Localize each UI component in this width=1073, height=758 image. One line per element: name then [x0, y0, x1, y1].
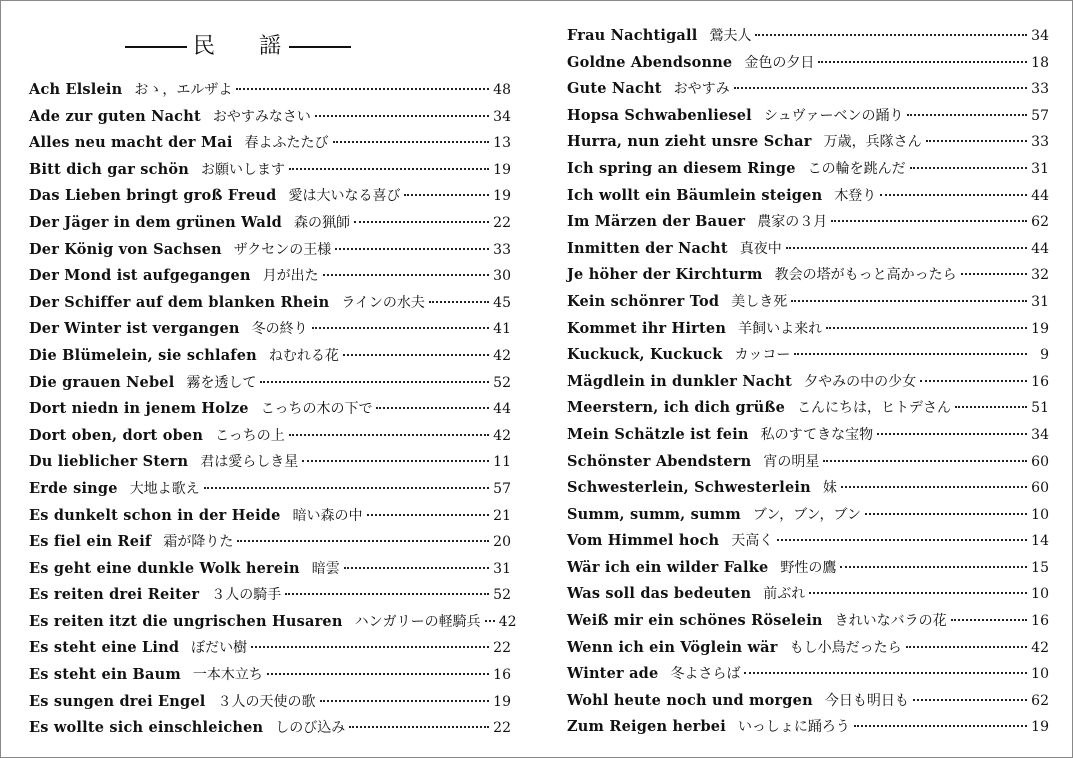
dot-leader [841, 486, 1027, 488]
song-title-german: Ich wollt ein Bäumlein steigen [567, 186, 823, 204]
page-number: 9 [1040, 347, 1049, 364]
dot-leader [343, 354, 489, 356]
song-title-japanese: 一本木立ち [192, 667, 263, 684]
song-entry [567, 449, 1049, 476]
song-title-german: Ade zur guten Nacht [29, 107, 201, 125]
song-title-german: Ich spring an diesem Ringe [567, 159, 796, 177]
song-title-japanese: この輪を跳んだ [807, 160, 906, 177]
song-title-german: Es sungen drei Engel [29, 692, 206, 710]
dot-leader [910, 167, 1027, 169]
page-number: 19 [493, 188, 511, 205]
song-entry [567, 395, 1049, 422]
dot-leader [777, 539, 1027, 541]
song-title-japanese: 万歳，兵隊さん [823, 134, 922, 151]
song-entry [567, 688, 1049, 715]
song-title-japanese: しのび込み [275, 720, 346, 737]
song-title-japanese: 冬よさらば [670, 666, 741, 683]
song-entry [29, 476, 511, 503]
dot-leader [289, 168, 489, 170]
dot-leader [367, 514, 489, 516]
song-title-german: Schönster Abendstern [567, 452, 752, 470]
song-entry [567, 262, 1049, 289]
heading-char-1: 民 [193, 34, 218, 59]
song-title-japanese: 春よふたたび [244, 135, 329, 152]
song-title-japanese: 前ぶれ [763, 586, 806, 603]
song-title-german: Kein schönrer Tod [567, 292, 720, 310]
dot-leader [289, 434, 489, 436]
page-number: 42 [493, 427, 511, 444]
song-entry [29, 370, 511, 397]
dot-leader [260, 381, 489, 383]
dot-leader [344, 567, 489, 569]
song-entry [567, 76, 1049, 103]
song-title-japanese: 大地よ歌え [129, 480, 200, 497]
song-entry [567, 528, 1049, 555]
page-number: 19 [1031, 320, 1049, 337]
song-entry [29, 290, 511, 317]
song-title-german: Der Schiffer auf dem blanken Rhein [29, 293, 330, 311]
song-title-german: Mein Schätzle ist fein [567, 425, 749, 443]
dot-leader [786, 247, 1027, 249]
song-entry [29, 316, 511, 343]
song-entry [29, 423, 511, 450]
dot-leader [312, 327, 489, 329]
page-number: 19 [493, 693, 511, 710]
song-title-japanese: おゝ，エルザよ [134, 82, 233, 98]
song-title-german: Der Winter ist vergangen [29, 320, 240, 338]
dot-leader [907, 114, 1027, 116]
song-title-german: Es wollte sich einschleichen [29, 719, 264, 737]
song-title-german: Meerstern, ich dich grüße [567, 399, 786, 417]
song-title-japanese: 野性の鷹 [780, 559, 837, 576]
dot-leader [376, 407, 489, 409]
song-entry [29, 635, 511, 662]
dot-leader [926, 140, 1027, 142]
song-title-german: Je höher der Kirchturm [567, 266, 763, 284]
song-entry [29, 396, 511, 423]
song-entry [567, 635, 1049, 662]
song-title-german: Der König von Sachsen [29, 240, 222, 258]
song-entry [29, 183, 511, 210]
song-title-japanese: 森の猟師 [294, 214, 350, 231]
dot-leader [755, 34, 1027, 36]
song-title-german: Winter ade [567, 665, 659, 683]
song-title-german: Dort niedn in jenem Holze [29, 400, 249, 418]
song-entry [29, 556, 511, 583]
page-number: 42 [493, 347, 511, 364]
song-title-german: Bitt dich gar schön [29, 160, 190, 178]
song-title-german: Es reiten itzt die ungrischen Husaren [29, 612, 343, 630]
song-entry [29, 237, 511, 264]
song-entry [29, 609, 517, 636]
page-number: 18 [1031, 54, 1049, 71]
song-title-japanese: 君は愛らしき星 [200, 454, 299, 471]
song-title-japanese: 愛は大いなる喜び [288, 188, 401, 205]
song-entry [567, 183, 1049, 210]
song-title-german: Es reiten drei Reiter [29, 586, 200, 604]
song-title-german: Kommet ihr Hirten [567, 319, 727, 337]
song-title-german: Zum Reigen herbei [567, 718, 726, 736]
page-number: 14 [1031, 533, 1049, 550]
page-number: 57 [493, 480, 511, 497]
song-title-japanese: ブン，ブン，ブン [752, 506, 861, 523]
song-title-japanese: お願いします [201, 161, 286, 178]
dot-leader [961, 273, 1027, 275]
song-title-japanese: 夕やみの中の少女 [804, 373, 917, 390]
page-number: 60 [1031, 453, 1049, 470]
song-title-german: Frau Nachtigall [567, 27, 698, 44]
page-number: 42 [498, 613, 517, 630]
dot-leader [349, 726, 489, 728]
song-title-german: Summ, summ, summ [567, 505, 741, 523]
page-number: 48 [493, 82, 511, 98]
song-entry [29, 689, 511, 716]
song-entry [29, 582, 511, 609]
dot-leader [877, 433, 1027, 435]
dot-leader [913, 699, 1027, 701]
page-number: 51 [1031, 400, 1049, 417]
dot-leader [236, 88, 489, 90]
song-title-japanese: 真夜中 [739, 240, 782, 257]
song-entry [29, 715, 511, 742]
dot-leader [302, 460, 489, 462]
dot-leader [791, 300, 1027, 302]
dot-leader [865, 513, 1027, 515]
page-number: 52 [493, 374, 511, 391]
dot-leader [335, 248, 489, 250]
page-number: 33 [1031, 81, 1049, 98]
page-number: 42 [1031, 639, 1049, 656]
page-number: 44 [1031, 240, 1049, 257]
dot-leader [251, 646, 489, 648]
song-entry [29, 77, 511, 104]
song-entry [567, 236, 1049, 263]
song-title-german: Das Lieben bringt groß Freud [29, 187, 277, 205]
heading-dash-right [289, 46, 351, 48]
song-title-japanese: 木登り [834, 187, 877, 204]
song-title-japanese: ３人の天使の歌 [217, 693, 316, 710]
dot-leader [831, 220, 1027, 222]
page-number: 44 [1031, 187, 1049, 204]
page-number: 32 [1031, 267, 1049, 284]
dot-leader [315, 115, 489, 117]
song-title-german: Es steht ein Baum [29, 666, 181, 684]
song-title-german: Wohl heute noch und morgen [567, 691, 813, 709]
song-title-german: Erde singe [29, 479, 118, 497]
song-entry [29, 343, 511, 370]
song-title-german: Hopsa Schwabenliesel [567, 106, 752, 124]
song-title-japanese: 鶯夫人 [709, 28, 752, 44]
dot-leader [823, 460, 1027, 462]
song-title-japanese: 霜が降りた [163, 534, 234, 551]
page-number: 34 [493, 108, 511, 125]
dot-leader [485, 620, 495, 622]
song-entry [567, 475, 1049, 502]
song-entry [29, 662, 511, 689]
song-title-german: Gute Nacht [567, 80, 662, 98]
page-number: 34 [1031, 426, 1049, 443]
dot-leader [840, 566, 1027, 568]
song-title-german: Es geht eine dunkle Wolk herein [29, 559, 300, 577]
song-entry [567, 422, 1049, 449]
song-title-german: Goldne Abendsonne [567, 53, 733, 71]
song-entry [567, 581, 1049, 608]
song-title-japanese: 私のすてきな宝物 [760, 426, 874, 443]
song-title-japanese: こっちの木の下で [260, 401, 373, 418]
song-title-japanese: 羊飼いよ来れ [738, 320, 823, 337]
song-title-japanese: ぼだい樹 [191, 640, 248, 657]
page-number: 19 [493, 161, 511, 178]
page-number: 10 [1031, 586, 1049, 603]
dot-leader [333, 141, 489, 143]
song-title-german: Der Jäger in dem grünen Wald [29, 213, 282, 231]
song-entry [567, 209, 1049, 236]
song-title-japanese: おやすみ [673, 81, 730, 98]
page-number: 34 [1031, 28, 1049, 44]
song-title-german: Hurra, nun zieht unsre Schar [567, 133, 812, 151]
dot-leader [818, 61, 1027, 63]
song-title-japanese: 金色の夕日 [744, 54, 815, 71]
song-title-german: Vom Himmel hoch [567, 532, 720, 550]
song-title-german: Die grauen Nebel [29, 373, 175, 391]
dot-leader [854, 725, 1027, 727]
song-title-german: Was soll das bedeuten [567, 585, 752, 603]
song-entry [567, 129, 1049, 156]
dot-leader [354, 221, 489, 223]
page-number: 19 [1031, 719, 1049, 736]
song-title-japanese: 霧を透して [186, 374, 257, 391]
dot-leader [404, 194, 489, 196]
page-number: 62 [1031, 692, 1049, 709]
dot-leader [429, 301, 489, 303]
page-number: 16 [1031, 373, 1049, 390]
song-title-japanese: きれいなバラの花 [834, 613, 947, 630]
song-title-german: Der Mond ist aufgegangen [29, 267, 251, 285]
song-title-japanese: 暗雲 [311, 560, 340, 577]
dot-leader [951, 619, 1027, 621]
song-title-german: Es steht eine Lind [29, 639, 180, 657]
song-title-japanese: カッコー [734, 347, 791, 364]
song-entry [567, 316, 1049, 343]
song-title-japanese: 天高く [731, 533, 774, 550]
song-entry [567, 289, 1049, 316]
dot-leader [744, 672, 1027, 674]
song-entry [567, 369, 1049, 396]
song-title-japanese: おやすみなさい [212, 108, 311, 125]
song-title-japanese: 冬の終り [251, 321, 308, 338]
page-number: 10 [1031, 506, 1049, 523]
song-title-japanese: こんにちは，ヒトデさん [797, 400, 952, 417]
song-entry [567, 156, 1049, 183]
dot-leader [809, 592, 1027, 594]
song-title-german: Es dunkelt schon in der Heide [29, 506, 281, 524]
song-entry [29, 104, 511, 131]
page-number: 13 [493, 135, 511, 152]
song-entry [567, 608, 1049, 635]
song-title-japanese: 妹 [822, 480, 837, 497]
dot-leader [880, 194, 1027, 196]
song-title-japanese: 今日も明日も [824, 692, 909, 709]
song-title-japanese: 暗い森の中 [292, 507, 363, 524]
dot-leader [734, 87, 1027, 89]
page-number: 31 [1031, 160, 1049, 177]
dot-leader [285, 593, 489, 595]
dot-leader [955, 406, 1027, 408]
song-entry [567, 502, 1049, 529]
song-title-german: Du lieblicher Stern [29, 453, 189, 471]
song-entry [567, 714, 1049, 741]
page-number: 41 [493, 321, 511, 338]
song-title-german: Inmitten der Nacht [567, 239, 728, 257]
song-title-japanese: こっちの上 [215, 427, 285, 444]
song-title-german: Mägdlein in dunkler Nacht [567, 372, 793, 390]
page-number: 22 [493, 640, 511, 657]
song-title-japanese: 月が出た [262, 268, 319, 285]
song-title-german: Es fiel ein Reif [29, 533, 152, 551]
left-song-list [29, 77, 517, 742]
song-title-japanese: いっしょに踊ろう [737, 719, 850, 736]
dot-leader [320, 700, 490, 702]
page-number: 22 [493, 720, 511, 737]
song-entry [29, 263, 511, 290]
heading-dash-left [125, 46, 187, 48]
song-title-german: Kuckuck, Kuckuck [567, 346, 723, 364]
page-number: 33 [1031, 134, 1049, 151]
song-title-german: Im Märzen der Bauer [567, 213, 746, 231]
page-number: 21 [493, 507, 511, 524]
song-title-german: Schwesterlein, Schwesterlein [567, 479, 811, 497]
dot-leader [794, 353, 1027, 355]
page-number: 16 [1031, 613, 1049, 630]
page-number: 22 [493, 214, 511, 231]
song-entry [29, 503, 511, 530]
dot-leader [906, 646, 1027, 648]
song-title-japanese: 美しき死 [731, 293, 788, 310]
song-entry [567, 555, 1049, 582]
page-number: 52 [493, 587, 511, 604]
page-number: 16 [493, 667, 511, 684]
song-entry [29, 157, 511, 184]
dot-leader [826, 327, 1027, 329]
page-number: 15 [1031, 559, 1049, 576]
dot-leader [323, 274, 489, 276]
song-title-japanese: 宵の明星 [763, 453, 820, 470]
song-entry [567, 661, 1049, 688]
song-title-japanese: ３人の騎手 [211, 587, 282, 604]
song-title-german: Die Blümelein, sie schlafen [29, 346, 257, 364]
dot-leader [920, 380, 1027, 382]
song-title-german: Weiß mir ein schönes Röselein [567, 612, 823, 630]
page-number: 33 [493, 241, 511, 258]
song-title-japanese: ザクセンの王様 [233, 241, 332, 258]
song-title-japanese: ラインの水夫 [341, 294, 425, 311]
page-number: 60 [1031, 480, 1049, 497]
song-title-german: Alles neu macht der Mai [29, 134, 233, 152]
dot-leader [204, 487, 489, 489]
song-title-japanese: 教会の塔がもっと高かったら [774, 267, 957, 284]
song-title-german: Wenn ich ein Vöglein wär [567, 638, 778, 656]
page-number: 31 [493, 560, 511, 577]
song-title-japanese: シュヴァーベンの踊り [763, 107, 904, 124]
song-title-german: Dort oben, dort oben [29, 426, 204, 444]
song-title-german: Ach Elslein [29, 81, 123, 98]
song-entry [29, 449, 511, 476]
song-title-japanese: 農家の３月 [757, 214, 828, 231]
song-title-german: Wär ich ein wilder Falke [567, 558, 769, 576]
page-number: 31 [1031, 293, 1049, 310]
song-entry [29, 130, 511, 157]
song-title-japanese: ハンガリーの軽騎兵 [354, 613, 481, 630]
song-title-japanese: もし小鳥だったら [789, 639, 902, 656]
page-number: 10 [1031, 666, 1049, 683]
song-entry [29, 529, 511, 556]
song-entry [29, 210, 511, 237]
heading-char-2: 謡 [259, 34, 284, 59]
song-title-japanese: ねむれる花 [268, 347, 339, 364]
page-number: 30 [493, 268, 511, 285]
section-heading [125, 29, 351, 60]
page-number: 11 [493, 454, 511, 471]
right-song-list [567, 23, 1049, 741]
page-number: 62 [1031, 214, 1049, 231]
page-number: 45 [493, 294, 511, 311]
page-number: 44 [493, 401, 511, 418]
dot-leader [237, 540, 489, 542]
song-entry [567, 23, 1049, 50]
dot-leader [267, 673, 489, 675]
song-entry [567, 103, 1049, 130]
song-entry [567, 50, 1049, 77]
song-entry [567, 342, 1049, 369]
page-number: 57 [1031, 107, 1049, 124]
page-number: 20 [493, 534, 511, 551]
